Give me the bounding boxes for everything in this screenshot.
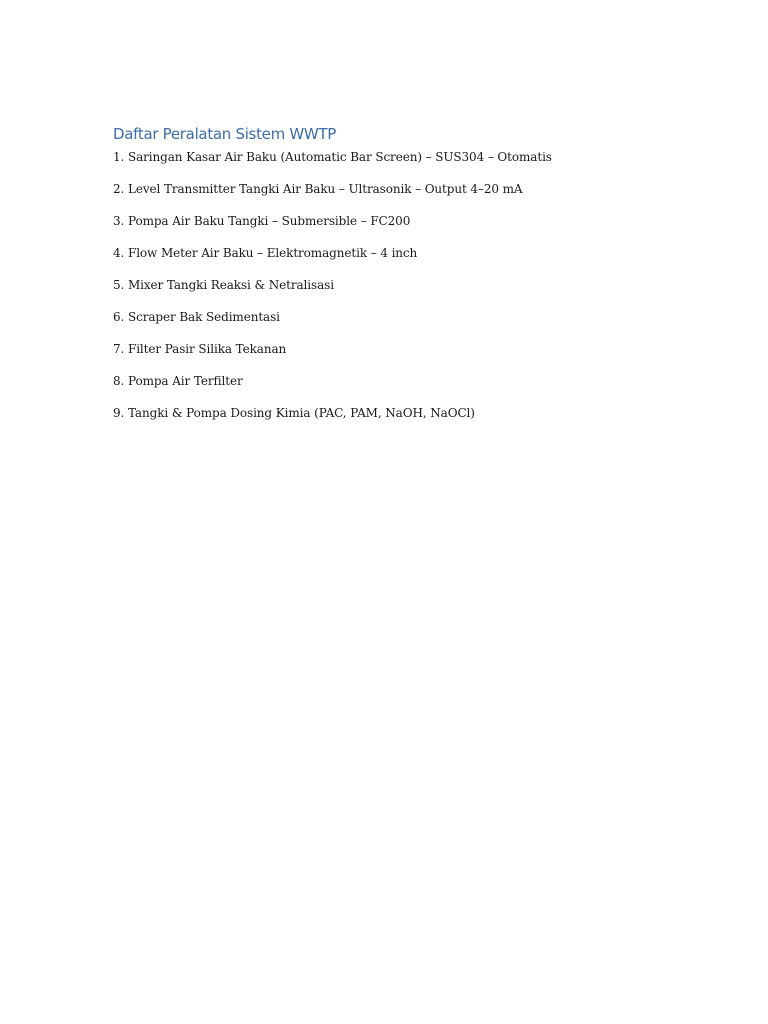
list-item-8: 8. Pompa Air Terfilter bbox=[113, 374, 243, 388]
list-item-9: 9. Tangki & Pompa Dosing Kimia (PAC, PAM, NaOH, NaOCl) bbox=[113, 406, 475, 420]
document-title: Daftar Peralatan Sistem WWTP bbox=[113, 125, 337, 143]
list-item-1: 1. Saringan Kasar Air Baku (Automatic Bar Screen) – SUS304 – Otomatis bbox=[113, 150, 552, 164]
equipment-list bbox=[113, 149, 713, 421]
list-item-4: 4. Flow Meter Air Baku – Elektromagnetik – 4 inch bbox=[113, 246, 418, 260]
list-item-5: 5. Mixer Tangki Reaksi & Netralisasi bbox=[113, 278, 334, 292]
list-item-2: 2. Level Transmitter Tangki Air Baku – Ultrasonik – Output 4–20 mA bbox=[113, 182, 523, 196]
document-content bbox=[113, 123, 713, 421]
list-item-7: 7. Filter Pasir Silika Tekanan bbox=[113, 342, 287, 356]
list-item-3: 3. Pompa Air Baku Tangki – Submersible – FC200 bbox=[113, 214, 411, 228]
list-item-6: 6. Scraper Bak Sedimentasi bbox=[113, 310, 280, 324]
